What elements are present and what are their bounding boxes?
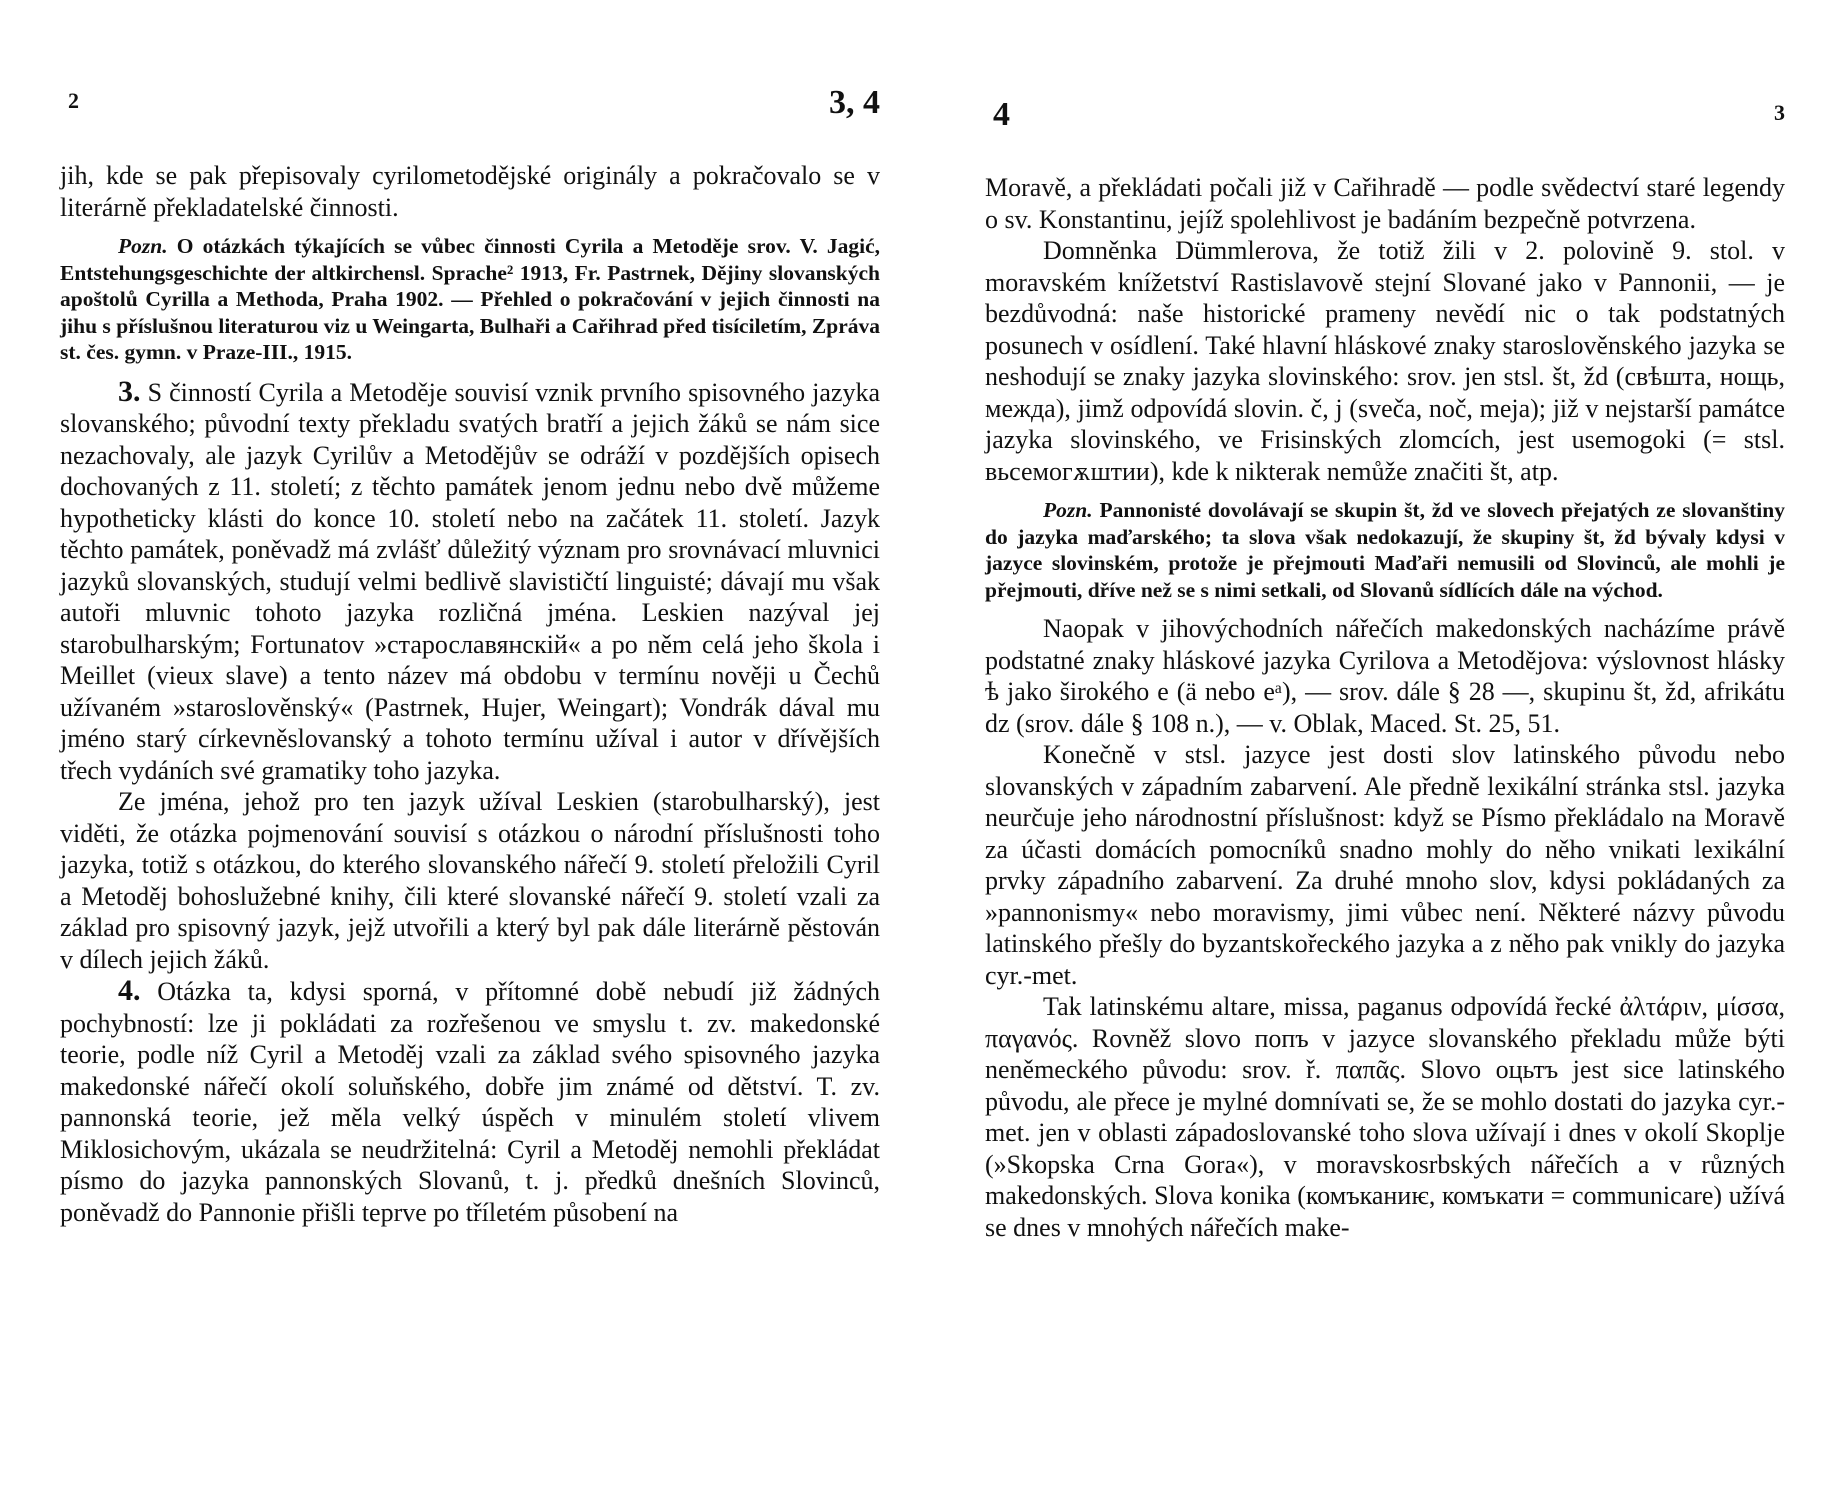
note-text: O otázkách týkajících se vůbec činnosti Cyrila a Metoděje srov. V. Jagić, Entstehungsgeschichte der altkirchensl. Sprache² 1913, Fr. Pastrnek, Dějiny slovanských apoštolů Cyrilla a Methoda, Praha 1902. — Přehled o pokračování v jejich činnosti na jihu s příslušnou literaturou viz u Weingarta, Bulhaři a Cařihrad před tisíciletím, Zpráva st. čes. gymn. v Praze-III., 1915. xyxy=(60,234,881,364)
paragraph-text: S činností Cyrila a Metoděje souvisí vznik prvního spisovného jazyka slovanského; původní texty překladu svatých bratří a jejich žáků se nám sice nezachovaly, ale jazyk Cyrilův a Metodějův se odráží v pozdějších opisech dochovaných z 11. století; z těchto památek jenom jednu nebo dvě můžeme hypotheticky klásti do konce 10. století nebo na začátek 11. století. Jazyk těchto památek, poněvadž má zvlášť důležitý význam pro srovnávací mluvnici jazyků slovanských, studují velmi bedlivě slavističtí linguisté; dávají mu však autoři mluvnic tohoto jazyka rozličná jména. Leskien nazýval jej starobulharským; Fortunatov »старославянскій« a po něm celá jeho škola i Meillet (vieux slave) a tento název má obdobu v termínu nověji u Čechů užívaném »staroslověnský« (Pastrnek, Hujer, Weingart); Vondrák dával mu jméno starý církevněslovanský a tohoto termínu užíval i autor v dřívějších třech vydáních své gramatiky toho jazyka. xyxy=(60,377,880,785)
section-paragraph xyxy=(60,975,880,1228)
left-page xyxy=(60,0,880,1500)
note-text: Pannonisté dovolávají se skupin št, žd ve slovech přejatých ze slovanštiny do jazyka maďarského; ta slova však nedokazují, že skupiny št, žd bývaly kdysi v jazyce slovinském, protože je přejmouti Maďaři nemusili od Slovinců, ale mohli je přejmouti, dříve než se s nimi setkali, od Slovanů sídlících dále na východ. xyxy=(985,498,1785,602)
page-number: 2 xyxy=(68,88,79,113)
section-number: 4. xyxy=(118,974,141,1007)
section-header: 4 xyxy=(993,96,1010,133)
paragraph-text: Moravě, a překládati počali již v Cařihradě — podle svědectví staré legendy o sv. Konstantinu, jejíž spolehlivost je badáním bezpečně potvrzena. xyxy=(985,173,1785,234)
section-paragraph xyxy=(60,376,880,787)
section-number: 3. xyxy=(118,374,141,408)
paragraph xyxy=(985,613,1785,739)
paragraph xyxy=(985,235,1785,487)
right-page-text xyxy=(985,172,1785,1243)
section-header: 3, 4 xyxy=(829,84,880,121)
left-page-text xyxy=(60,160,880,1228)
paragraph xyxy=(985,739,1785,991)
page-number: 3 xyxy=(1774,100,1785,125)
note-label: Pozn. xyxy=(118,234,168,258)
paragraph xyxy=(60,786,880,975)
paragraph-text: Tak latinskému altare, missa, paganus odpovídá řecké ἀλτάριν, μίσσα, παγανός. Rovněž slovo попъ v jazyce slovanského překladu může býti neněmeckého původu: srov. ř. παπᾶς. Slovo оцьтъ jest sice latinského původu, ale přece je mylné domnívati se, že se mohlo dostati do jazyka cyr.-met. jen v oblasti západoslovanské toho slova užívají i dnes v okolí Skoplje (»Skopska Crna Gora«), v moravskosrbských nářečích a v různých makedonských. Slova konika (комъканиѥ, комъкати = communicare) užívá se dnes v mnohých nářečích make- xyxy=(985,992,1785,1242)
paragraph-text: Ze jména, jehož pro ten jazyk užíval Leskien (starobulharský), jest viděti, že otázka pojmenování souvisí s otázkou o národní příslušnosti toho jazyka, totiž s otázkou, do kterého slovanského nářečí 9. století přeložili Cyril a Metoděj bohoslužebné knihy, čili které slovanské nářečí 9. století vzali za základ pro spisovný jazyk, jejž utvořili a který byl pak dále literárně pěstován v dílech jejich žáků. xyxy=(60,787,880,974)
footnote xyxy=(985,497,1785,603)
paragraph xyxy=(985,991,1785,1243)
paragraph-text: Domněnka Dümmlerova, že totiž žili v 2. polovině 9. stol. v moravském knížetství Rastislavově stejní Slované jako v Pannonii, — je bezdůvodná: naše historické prameny nevědí nic o tak podstatných posunech v osídlení. Také hlavní hláskové znaky staroslověnského jazyka se neshodují se znaky jazyka slovinského: srov. jen stsl. št, žd (свѣшта, нощь, межда), jimž odpovídá slovin. č, j (sveča, noč, meja); již v nejstarší památce jazyka slovinského, ve Frisinských zlomcích, jest usemogoki (= stsl. вьсемогѫштии), kde k nikterak nemůže značiti št, atp. xyxy=(985,236,1785,486)
paragraph-text: Naopak v jihovýchodních nářečích makedonských nacházíme právě podstatné znaky hláskové jazyka Cyrilova a Metodějova: výslovnost hlásky ѣ jako širokého e (ä nebo eᵃ), — srov. dále § 28 —, skupinu št, žd, afrikátu dz (srov. dále § 108 n.), — v. Oblak, Maced. St. 25, 51. xyxy=(985,614,1785,738)
paragraph xyxy=(60,160,880,223)
paragraph-text: jih, kde se pak přepisovaly cyrilometodějské originály a pokračovalo se v literárně překladatelské činnosti. xyxy=(60,161,880,222)
footnote xyxy=(60,233,880,366)
paragraph-text: Otázka ta, kdysi sporná, v přítomné době nebudí již žádných pochybností: lze ji pokládati za rozřešenou ve smyslu t. zv. makedonské teorie, podle níž Cyril a Metoděj vzali za základ svého spisovného jazyka makedonské nářečí okolí soluňského, dobře jim známé od dětství. T. zv. pannonská teorie, jež měla velký úspěch v minulém století vlivem Miklosichovým, ukázala se neudržitelná: Cyril a Metoděj nemohli překládat písmo do jazyka pannonských Slovanů, t. j. předků dnešních Slovinců, poněvadž do Pannonie přišli teprve po tříletém působení na xyxy=(60,977,881,1227)
note-label: Pozn. xyxy=(1043,498,1093,522)
right-page xyxy=(985,0,1785,1500)
paragraph-text: Konečně v stsl. jazyce jest dosti slov latinského původu nebo slovanských v západním zabarvení. Ale předně lexikální stránka stsl. jazyka neurčuje jeho národnostní příslušnost: když se Písmo překládalo na Moravě za účasti domácích pomocníků snadno mohly do něho vnikati lexikální prvky západního zabarvení. Za druhé mnoho slov, kdysi pokládaných za »pannonismy« nebo moravismy, jimi vůbec není. Některé názvy původu latinského přešly do byzantskořeckého jazyka a z něho pak vnikly do jazyka cyr.-met. xyxy=(985,740,1785,990)
paragraph xyxy=(985,172,1785,235)
